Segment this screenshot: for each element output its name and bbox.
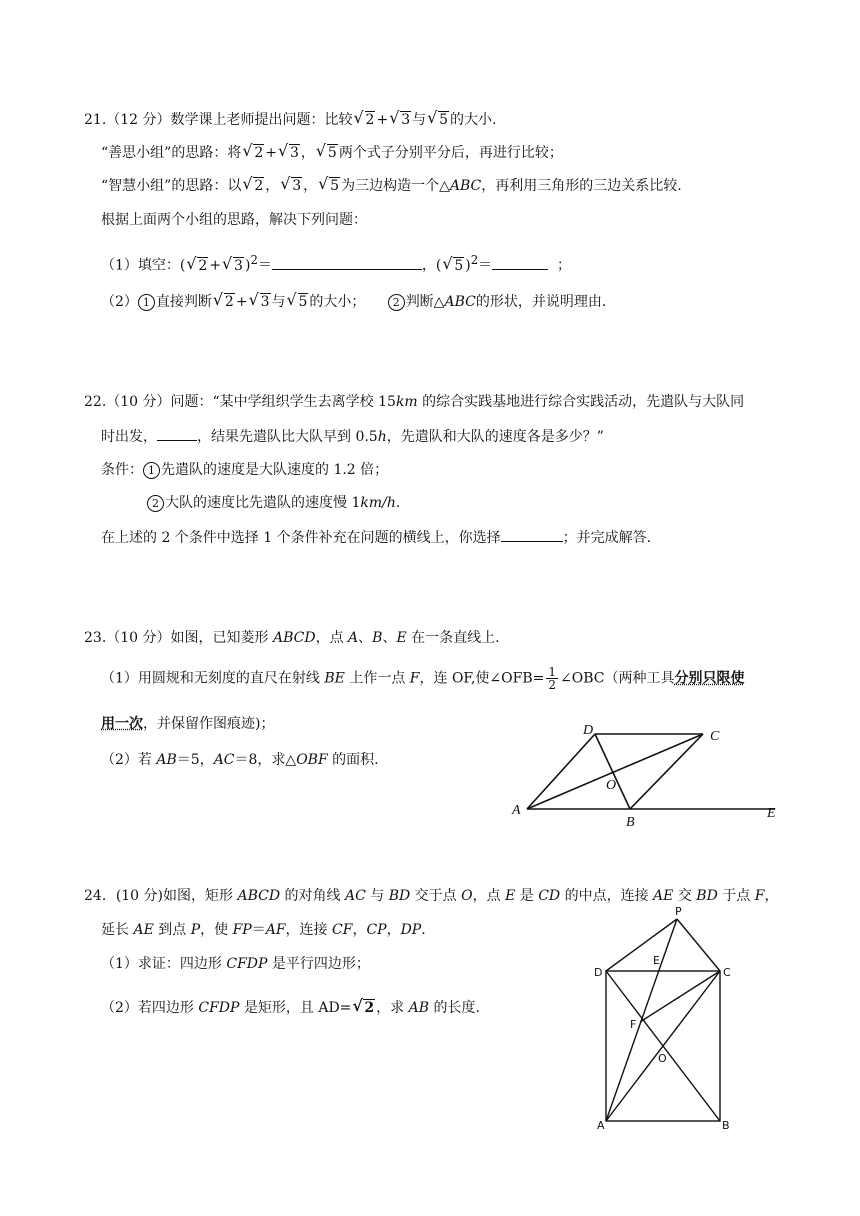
q24-line2: 延长 AE 到点 P，使 FP＝AF，连接 CF，CP，DP. [101,922,426,938]
fig-line-AP [606,919,677,1121]
q22-line1: 22.（10 分）问题：“某中学组织学生去离学校 15km 的综合实践基地进行综合实践活动，先遣队与大队同 [84,394,745,410]
fig-label-C: C [723,966,731,979]
q21-part1: （1）填空：(√ 2 +√ 3 )$^2$＝ ，(√ 5 )$^2$＝ ； [101,250,571,276]
fig-label-F: F [630,1018,637,1031]
fig-label-A: A [512,803,521,818]
q24-part1: （1）求证：四边形 CFDP 是平行四边形； [101,956,370,972]
q23-part2: （2）若 AB＝5，AC＝8，求△OBF 的面积. [101,752,379,768]
fig-line-CP [677,919,720,971]
q23-part1-cont: 用一次，并保留作图痕迹)； [101,716,275,732]
q21-line1: 21.（12 分）数学课上老师提出问题：比较√ 2 +√ 3 与√ 5 的大小. [84,110,496,130]
fig-label-D: D [583,723,594,738]
fig-label-O: O [606,778,617,793]
fig-label-A: A [597,1119,605,1132]
fig-line-AC [527,734,703,809]
fig-label-P: P [675,905,682,918]
answer-blank-1[interactable] [272,255,422,270]
q24-part2: （2）若四边形 CFDP 是矩形，且 AD=√ 2 ，求 AB 的长度. [101,998,480,1018]
fig-label-E: E [653,954,660,967]
fig-line-DB [595,734,630,809]
fig-label-O: O [658,1052,667,1065]
fig-line-AD [527,734,595,809]
answer-blank-choice[interactable] [501,527,563,542]
q22-line5: 在上述的 2 个条件中选择 1 个条件补充在问题的横线上，你选择 ；并完成解答. [101,527,651,548]
q21-line4: 根据上面两个小组的思路，解决下列问题： [101,212,367,228]
q23-part1: （1）用圆规和无刻度的直尺在射线 BE 上作一点 F，连 OF,使∠OFB= $\frac{1}{2}$ ∠OBC（两种工具分别只限使 [101,665,745,692]
q23-line1: 23.（10 分）如图，已知菱形 ABCD，点 A、B、E 在一条直线上. [84,630,500,646]
q22-cond1: 条件： 1 先遣队的速度是大队速度的 1.2 倍； [101,462,389,478]
q22-cond2: 2 大队的速度比先遣队的速度慢 1km/h. [147,493,400,513]
fig-label-B: B [626,815,635,830]
fig-label-C: C [710,729,720,744]
fig-label-E: E [767,806,776,821]
q21-line3: “智慧小组”的思路：以√ 2 ，√ 3 ，√ 5 为三边构造一个△ABC，再利用三角形的三边关系比较. [101,176,682,196]
q22-line2: 时出发， ，结果先遣队比大队早到 0.5h，先遣队和大队的速度各是多少？” [101,426,604,447]
sqrt5: √ 5 [427,110,449,130]
fig-line-DP [606,919,677,971]
answer-blank-2[interactable] [492,255,548,270]
fig-label-D: D [594,966,603,979]
sqrt2: √ 2 [354,110,376,130]
sqrt3: √ 3 [389,110,411,130]
rectangle-figure [590,904,740,1144]
q21-header: 21.（12 分）数学课上老师提出问题：比较 [84,112,353,128]
q21-line2: “善思小组”的思路：将√ 2 +√ 3 ，√ 5 两个式子分别平分后，再进行比较； [101,143,563,163]
fig-line-CF [640,971,720,1022]
q21-part2: （2） 1 直接判断√ 2 +√ 3 与√ 5 的大小； 2 判断△ABC的形状，并说明理由. [101,292,606,312]
answer-blank-q22[interactable] [157,426,197,441]
fig-line-CB [630,734,703,809]
fig-label-B: B [722,1119,730,1132]
q24-line1: 24．(10 分)如图，矩形 ABCD 的对角线 AC 与 BD 交于点 O，点 E 是 CD 的中点，连接 AE 交 BD 于点 F， [84,888,779,904]
rhombus-figure [505,722,805,832]
